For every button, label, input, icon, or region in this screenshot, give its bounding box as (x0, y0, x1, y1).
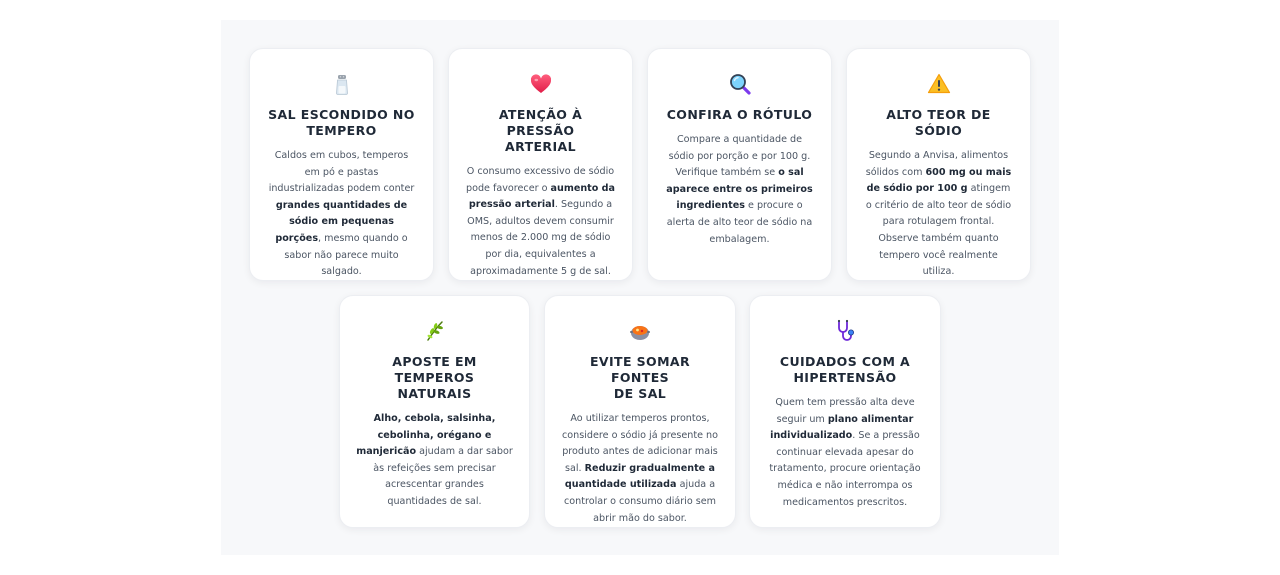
card-title: APOSTE EM TEMPEROS NATURAIS (392, 354, 477, 401)
card-text (465, 164, 616, 280)
card-hidden-salt (249, 48, 434, 281)
card-text (266, 148, 417, 281)
card-title: ALTO TEOR DE SÓDIO (886, 107, 991, 138)
card-text-highlight: Reduzir gradualmente a quantidade utilizada (564, 462, 715, 491)
card-text-run: O consumo excessivo de sódio pode favorecer o (465, 166, 615, 194)
card-text-run: e procure o alerta de alto teor de sódio na embalagem. (666, 200, 813, 245)
card-text-highlight: grandes quantidades de sódio em pequenas porções (275, 199, 408, 244)
card-text-run: Segundo a Anvisa, alimentos sólidos com (865, 150, 1009, 178)
card-text (766, 395, 924, 511)
card-text-run: Caldos em cubos, temperos em pó e pastas industrializadas podem conter (268, 150, 415, 195)
card-text-run: ajuda a controlar o consumo diário sem abrir mão do sabor. (563, 479, 717, 524)
cooking-pot-icon (627, 318, 653, 344)
tips-section (221, 20, 1059, 555)
card-title: EVITE SOMAR FONTES DE SAL (589, 354, 691, 401)
card-title: CUIDADOS COM A HIPERTENSÃO (779, 354, 911, 385)
warning-icon (926, 71, 952, 97)
card-text-run: . Segundo a OMS, adultos devem consumir menos de 2.000 mg de sódio por dia, equivalentes a aproximadamente 5 g de sal. (467, 199, 614, 277)
card-text-run: Ao utilizar temperos prontos, considere o sódio já presente no produto antes de adicionar mais sal. (562, 413, 718, 474)
card-text (561, 411, 719, 527)
card-title: SAL ESCONDIDO NO TEMPERO (268, 107, 415, 138)
card-text (664, 132, 815, 248)
card-high-sodium (846, 48, 1031, 281)
card-text-run: Quem tem pressão alta deve seguir um (775, 397, 915, 425)
card-text-highlight: plano alimentar individualizado (770, 413, 914, 442)
card-text-run: , mesmo quando o sabor não parece muito salgado. (284, 232, 408, 278)
card-natural-seasoning (339, 295, 530, 528)
magnifier-icon (727, 71, 753, 97)
card-text-highlight: o sal aparece entre os primeiros ingredientes (666, 167, 813, 212)
card-text-highlight: aumento da pressão arterial (468, 182, 616, 211)
card-check-label (647, 48, 832, 281)
card-text-run: . Se a pressão continuar elevada apesar do tratamento, procure orientação médica e não interrompa os medicamentos prescritos. (769, 430, 921, 508)
card-text-run: Compare a quantidade de sódio por porção e por 100 g. Verifique também se (668, 134, 811, 179)
card-hypertension-care (749, 295, 941, 528)
stethoscope-icon (832, 318, 858, 344)
heart-icon (528, 71, 554, 97)
herb-icon (422, 318, 448, 344)
card-avoid-salt-sources (544, 295, 736, 528)
card-text (356, 411, 513, 511)
card-text-highlight: Alho, cebola, salsinha, cebolinha, orégano e manjericão (356, 413, 496, 458)
card-text-highlight: 600 mg ou mais de sódio por 100 g (866, 166, 1012, 195)
card-title: CONFIRA O RÓTULO (666, 107, 813, 122)
card-text (863, 148, 1014, 281)
card-blood-pressure (448, 48, 633, 281)
card-title: ATENÇÃO À PRESSÃO ARTERIAL (498, 107, 583, 154)
card-text-run: atingem o critério de alto teor de sódio para rotulagem frontal. Observe também quanto tempero você realmente utiliza. (865, 183, 1012, 278)
salt-shaker-icon (329, 71, 355, 97)
card-text-run: ajudam a dar sabor às refeições sem precisar acrescentar grandes quantidades de sal. (373, 446, 513, 507)
